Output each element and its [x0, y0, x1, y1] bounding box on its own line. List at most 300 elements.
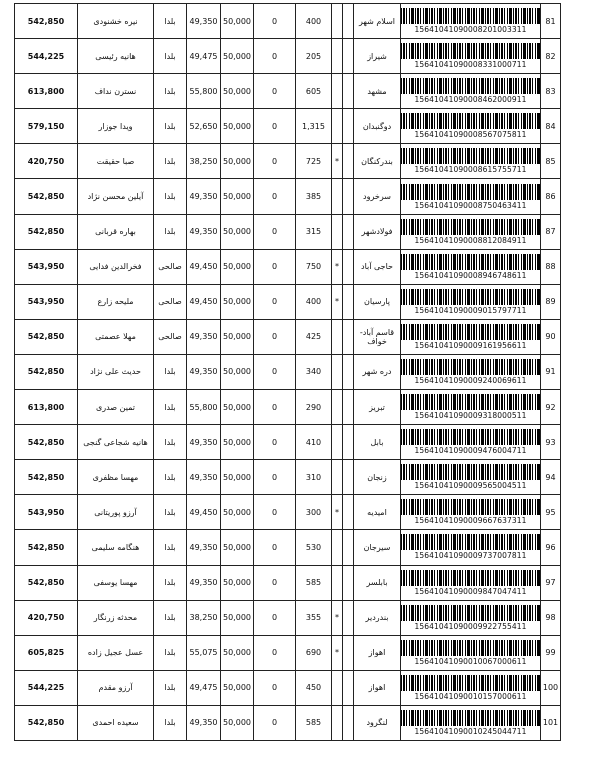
barcode-number: 15641041090009161956611: [414, 340, 527, 350]
city-cell: شیراز: [354, 39, 401, 74]
city-cell: لنگرود: [354, 705, 401, 740]
fee-cell: 55,800: [187, 390, 221, 425]
city-cell: سرخرود: [354, 179, 401, 214]
table-row: [15, 635, 561, 670]
fee-cell: 49,350: [187, 565, 221, 600]
zero-cell: 0: [254, 4, 296, 39]
table-row: [15, 600, 561, 635]
row-number-cell: 89: [541, 284, 561, 319]
zero-cell: 0: [254, 635, 296, 670]
city-cell: بندرکنگان: [354, 144, 401, 179]
fee-cell: 49,350: [187, 4, 221, 39]
recipient-name-cell: مهسا یوسفی: [78, 565, 154, 600]
city-cell: پارسیان: [354, 284, 401, 319]
empty-cell: [343, 249, 354, 284]
row-number-cell: 84: [541, 109, 561, 144]
barcode-cell: [401, 144, 541, 179]
flag-cell: [332, 4, 343, 39]
barcode-number: 15641041090009922755411: [414, 621, 527, 631]
type-cell: بلدا: [154, 74, 187, 109]
barcode-bars-icon: [401, 113, 541, 129]
flag-cell: [332, 565, 343, 600]
row-number-cell: 100: [541, 670, 561, 705]
zero-cell: 0: [254, 144, 296, 179]
type-cell: صالحی: [154, 284, 187, 319]
recipient-name-cell: مهلا عصمتی: [78, 319, 154, 354]
recipient-name-cell: نسترن نداف: [78, 74, 154, 109]
city-cell: سیرجان: [354, 530, 401, 565]
weight-cell: 300: [296, 495, 332, 530]
empty-cell: [343, 495, 354, 530]
barcode-cell: [401, 635, 541, 670]
barcode: [401, 289, 540, 315]
amount-cell: 613,800: [15, 390, 78, 425]
amount-cell: 542,850: [15, 565, 78, 600]
empty-cell: [343, 600, 354, 635]
barcode: [401, 43, 540, 69]
barcode-cell: [401, 565, 541, 600]
table-row: [15, 214, 561, 249]
barcode-cell: [401, 705, 541, 740]
empty-cell: [343, 425, 354, 460]
city-cell: امیدیه: [354, 495, 401, 530]
city-cell: دوگنبدان: [354, 109, 401, 144]
row-number-cell: 96: [541, 530, 561, 565]
flag-cell: [332, 705, 343, 740]
row-number-cell: 82: [541, 39, 561, 74]
city-cell: اهواز: [354, 670, 401, 705]
recipient-name-cell: آیلین محسن نژاد: [78, 179, 154, 214]
barcode: [401, 675, 540, 701]
barcode-number: 15641041090009318000511: [414, 411, 527, 421]
weight-cell: 290: [296, 390, 332, 425]
amount-cell: 544,225: [15, 39, 78, 74]
row-number-cell: 95: [541, 495, 561, 530]
table-row: [15, 39, 561, 74]
weight-cell: 605: [296, 74, 332, 109]
row-number-cell: 87: [541, 214, 561, 249]
base-cell: 50,000: [221, 670, 254, 705]
type-cell: بلدا: [154, 390, 187, 425]
barcode-cell: [401, 214, 541, 249]
fee-cell: 49,350: [187, 425, 221, 460]
zero-cell: 0: [254, 495, 296, 530]
base-cell: 50,000: [221, 4, 254, 39]
barcode-bars-icon: [401, 534, 541, 550]
empty-cell: [343, 565, 354, 600]
table-row: [15, 284, 561, 319]
base-cell: 50,000: [221, 74, 254, 109]
city-cell: بابل: [354, 425, 401, 460]
recipient-name-cell: هانيه رئيسى: [78, 39, 154, 74]
barcode-number: 15641041090008615755711: [414, 165, 527, 175]
barcode-cell: [401, 179, 541, 214]
barcode-bars-icon: [401, 8, 541, 24]
barcode: [401, 429, 540, 455]
barcode-cell: [401, 600, 541, 635]
fee-cell: 52,650: [187, 109, 221, 144]
zero-cell: 0: [254, 179, 296, 214]
fee-cell: 49,350: [187, 179, 221, 214]
barcode-number: 15641041090008946748611: [414, 270, 527, 280]
table-row: [15, 565, 561, 600]
barcode-number: 15641041090010245044711: [414, 726, 527, 736]
flag-cell: [332, 214, 343, 249]
row-number-cell: 92: [541, 390, 561, 425]
base-cell: 50,000: [221, 390, 254, 425]
table-body: [15, 4, 561, 741]
weight-cell: 530: [296, 530, 332, 565]
type-cell: بلدا: [154, 109, 187, 144]
base-cell: 50,000: [221, 144, 254, 179]
recipient-name-cell: سعیده احمدی: [78, 705, 154, 740]
weight-cell: 425: [296, 319, 332, 354]
row-number-cell: 81: [541, 4, 561, 39]
table-row: [15, 354, 561, 389]
recipient-name-cell: هنگامه سليمی: [78, 530, 154, 565]
amount-cell: 543,950: [15, 249, 78, 284]
type-cell: بلدا: [154, 705, 187, 740]
amount-cell: 544,225: [15, 670, 78, 705]
barcode-number: 15641041090010067000611: [414, 656, 527, 666]
city-cell: اهواز: [354, 635, 401, 670]
recipient-name-cell: ويدا جوزار: [78, 109, 154, 144]
barcode-cell: [401, 460, 541, 495]
weight-cell: 1,315: [296, 109, 332, 144]
type-cell: صالحی: [154, 249, 187, 284]
empty-cell: [343, 144, 354, 179]
empty-cell: [343, 284, 354, 319]
empty-cell: [343, 354, 354, 389]
recipient-name-cell: محدثه زرنگار: [78, 600, 154, 635]
flag-cell: *: [332, 600, 343, 635]
barcode-number: 15641041090008201003311: [414, 25, 527, 35]
barcode: [401, 394, 540, 420]
recipient-name-cell: بهاره قربانی: [78, 214, 154, 249]
weight-cell: 450: [296, 670, 332, 705]
fee-cell: 55,075: [187, 635, 221, 670]
row-number-cell: 85: [541, 144, 561, 179]
zero-cell: 0: [254, 319, 296, 354]
barcode-number: 15641041090009565004511: [414, 481, 527, 491]
barcode-bars-icon: [401, 570, 541, 586]
empty-cell: [343, 530, 354, 565]
amount-cell: 542,850: [15, 705, 78, 740]
barcode-bars-icon: [401, 324, 541, 340]
fee-cell: 49,350: [187, 705, 221, 740]
weight-cell: 585: [296, 705, 332, 740]
zero-cell: 0: [254, 600, 296, 635]
type-cell: بلدا: [154, 425, 187, 460]
flag-cell: [332, 670, 343, 705]
zero-cell: 0: [254, 705, 296, 740]
barcode-bars-icon: [401, 429, 541, 445]
barcode-bars-icon: [401, 394, 541, 410]
table-row: [15, 670, 561, 705]
zero-cell: 0: [254, 460, 296, 495]
weight-cell: 585: [296, 565, 332, 600]
barcode: [401, 570, 540, 596]
type-cell: بلدا: [154, 495, 187, 530]
barcode-bars-icon: [401, 710, 541, 726]
table-row: [15, 495, 561, 530]
empty-cell: [343, 390, 354, 425]
recipient-name-cell: صبا حقیقت: [78, 144, 154, 179]
barcode-number: 15641041090009667637311: [414, 516, 527, 526]
amount-cell: 613,800: [15, 74, 78, 109]
zero-cell: 0: [254, 670, 296, 705]
city-cell: بابلسر: [354, 565, 401, 600]
zero-cell: 0: [254, 249, 296, 284]
zero-cell: 0: [254, 530, 296, 565]
table-row: [15, 425, 561, 460]
fee-cell: 49,350: [187, 530, 221, 565]
zero-cell: 0: [254, 284, 296, 319]
barcode: [401, 499, 540, 525]
type-cell: بلدا: [154, 144, 187, 179]
barcode-bars-icon: [401, 359, 541, 375]
recipient-name-cell: مليحه زارع: [78, 284, 154, 319]
fee-cell: 38,250: [187, 144, 221, 179]
amount-cell: 420,750: [15, 600, 78, 635]
zero-cell: 0: [254, 214, 296, 249]
fee-cell: 49,350: [187, 319, 221, 354]
table-row: [15, 109, 561, 144]
weight-cell: 205: [296, 39, 332, 74]
row-number-cell: 86: [541, 179, 561, 214]
barcode-number: 15641041090009476004711: [414, 446, 527, 456]
empty-cell: [343, 39, 354, 74]
table-row: [15, 705, 561, 740]
city-cell: دره شهر: [354, 354, 401, 389]
fee-cell: 49,450: [187, 249, 221, 284]
barcode-cell: [401, 495, 541, 530]
flag-cell: *: [332, 495, 343, 530]
recipient-name-cell: حديث علی نژاد: [78, 354, 154, 389]
row-number-cell: 83: [541, 74, 561, 109]
city-cell: بندردیر: [354, 600, 401, 635]
type-cell: بلدا: [154, 214, 187, 249]
weight-cell: 410: [296, 425, 332, 460]
type-cell: صالحی: [154, 319, 187, 354]
zero-cell: 0: [254, 39, 296, 74]
base-cell: 50,000: [221, 600, 254, 635]
amount-cell: 542,850: [15, 425, 78, 460]
barcode-number: 15641041090008462000911: [414, 95, 527, 105]
recipient-name-cell: آرزو مقدم: [78, 670, 154, 705]
barcode-bars-icon: [401, 184, 541, 200]
table-row: [15, 249, 561, 284]
barcode-number: 15641041090009847047411: [414, 586, 527, 596]
fee-cell: 49,350: [187, 354, 221, 389]
city-cell: اسلام شهر: [354, 4, 401, 39]
weight-cell: 385: [296, 179, 332, 214]
table-row: [15, 390, 561, 425]
barcode-cell: [401, 39, 541, 74]
zero-cell: 0: [254, 565, 296, 600]
fee-cell: 49,350: [187, 460, 221, 495]
amount-cell: 542,850: [15, 530, 78, 565]
table-row: [15, 74, 561, 109]
weight-cell: 725: [296, 144, 332, 179]
amount-cell: 420,750: [15, 144, 78, 179]
barcode-cell: [401, 249, 541, 284]
zero-cell: 0: [254, 425, 296, 460]
base-cell: 50,000: [221, 530, 254, 565]
city-cell: فولادشهر: [354, 214, 401, 249]
barcode-number: 15641041090009737007811: [414, 551, 527, 561]
empty-cell: [343, 670, 354, 705]
barcode: [401, 359, 540, 385]
type-cell: بلدا: [154, 670, 187, 705]
barcode-number: 15641041090010157000611: [414, 691, 527, 701]
empty-cell: [343, 319, 354, 354]
flag-cell: *: [332, 635, 343, 670]
barcode-bars-icon: [401, 219, 541, 235]
type-cell: بلدا: [154, 600, 187, 635]
type-cell: بلدا: [154, 530, 187, 565]
barcode-number: 15641041090008567075811: [414, 130, 527, 140]
barcode-bars-icon: [401, 605, 541, 621]
barcode-bars-icon: [401, 43, 541, 59]
barcode: [401, 78, 540, 104]
base-cell: 50,000: [221, 495, 254, 530]
weight-cell: 400: [296, 4, 332, 39]
amount-cell: 542,850: [15, 460, 78, 495]
barcode-bars-icon: [401, 499, 541, 515]
flag-cell: [332, 39, 343, 74]
row-number-cell: 90: [541, 319, 561, 354]
amount-cell: 579,150: [15, 109, 78, 144]
city-cell: مشهد: [354, 74, 401, 109]
barcode-number: 15641041090008331000711: [414, 60, 527, 70]
recipient-name-cell: عسل عجيل زاده: [78, 635, 154, 670]
amount-cell: 542,850: [15, 179, 78, 214]
amount-cell: 605,825: [15, 635, 78, 670]
empty-cell: [343, 109, 354, 144]
fee-cell: 49,450: [187, 495, 221, 530]
recipient-name-cell: تمین صدری: [78, 390, 154, 425]
row-number-cell: 101: [541, 705, 561, 740]
type-cell: بلدا: [154, 565, 187, 600]
base-cell: 50,000: [221, 460, 254, 495]
barcode: [401, 464, 540, 490]
barcode: [401, 324, 540, 350]
barcode-bars-icon: [401, 78, 541, 94]
empty-cell: [343, 74, 354, 109]
city-cell: قاسم آباد- خواف: [354, 319, 401, 354]
fee-cell: 49,450: [187, 284, 221, 319]
amount-cell: 542,850: [15, 354, 78, 389]
zero-cell: 0: [254, 109, 296, 144]
amount-cell: 542,850: [15, 319, 78, 354]
flag-cell: *: [332, 284, 343, 319]
barcode-cell: [401, 425, 541, 460]
shipment-table: [14, 3, 561, 741]
type-cell: بلدا: [154, 179, 187, 214]
row-number-cell: 97: [541, 565, 561, 600]
barcode-cell: [401, 530, 541, 565]
fee-cell: 38,250: [187, 600, 221, 635]
base-cell: 50,000: [221, 319, 254, 354]
barcode-number: 15641041090009240069611: [414, 375, 527, 385]
barcode: [401, 640, 540, 666]
weight-cell: 355: [296, 600, 332, 635]
flag-cell: [332, 319, 343, 354]
flag-cell: [332, 179, 343, 214]
type-cell: بلدا: [154, 460, 187, 495]
barcode-bars-icon: [401, 675, 541, 691]
zero-cell: 0: [254, 354, 296, 389]
fee-cell: 55,800: [187, 74, 221, 109]
recipient-name-cell: آرزو پوریتانی: [78, 495, 154, 530]
table-row: [15, 4, 561, 39]
row-number-cell: 91: [541, 354, 561, 389]
recipient-name-cell: نيره خشنودی: [78, 4, 154, 39]
barcode-number: 15641041090008750463411: [414, 200, 527, 210]
barcode: [401, 254, 540, 280]
flag-cell: [332, 530, 343, 565]
weight-cell: 315: [296, 214, 332, 249]
fee-cell: 49,475: [187, 670, 221, 705]
barcode-number: 15641041090008812084911: [414, 235, 527, 245]
city-cell: تبریز: [354, 390, 401, 425]
table-row: [15, 179, 561, 214]
amount-cell: 543,950: [15, 495, 78, 530]
barcode: [401, 113, 540, 139]
weight-cell: 310: [296, 460, 332, 495]
base-cell: 50,000: [221, 635, 254, 670]
amount-cell: 542,850: [15, 4, 78, 39]
empty-cell: [343, 4, 354, 39]
empty-cell: [343, 214, 354, 249]
barcode-bars-icon: [401, 148, 541, 164]
flag-cell: [332, 74, 343, 109]
base-cell: 50,000: [221, 354, 254, 389]
barcode: [401, 710, 540, 736]
flag-cell: [332, 425, 343, 460]
barcode: [401, 605, 540, 631]
empty-cell: [343, 705, 354, 740]
table-row: [15, 460, 561, 495]
row-number-cell: 98: [541, 600, 561, 635]
base-cell: 50,000: [221, 284, 254, 319]
base-cell: 50,000: [221, 109, 254, 144]
empty-cell: [343, 635, 354, 670]
barcode: [401, 148, 540, 174]
barcode-cell: [401, 354, 541, 389]
weight-cell: 340: [296, 354, 332, 389]
weight-cell: 690: [296, 635, 332, 670]
fee-cell: 49,475: [187, 39, 221, 74]
row-number-cell: 88: [541, 249, 561, 284]
base-cell: 50,000: [221, 565, 254, 600]
barcode-cell: [401, 284, 541, 319]
barcode: [401, 534, 540, 560]
type-cell: بلدا: [154, 39, 187, 74]
flag-cell: *: [332, 249, 343, 284]
empty-cell: [343, 179, 354, 214]
barcode-cell: [401, 74, 541, 109]
table-row: [15, 319, 561, 354]
empty-cell: [343, 460, 354, 495]
barcode-cell: [401, 109, 541, 144]
type-cell: بلدا: [154, 635, 187, 670]
row-number-cell: 94: [541, 460, 561, 495]
recipient-name-cell: فخرالدين فدایی: [78, 249, 154, 284]
type-cell: بلدا: [154, 4, 187, 39]
row-number-cell: 93: [541, 425, 561, 460]
